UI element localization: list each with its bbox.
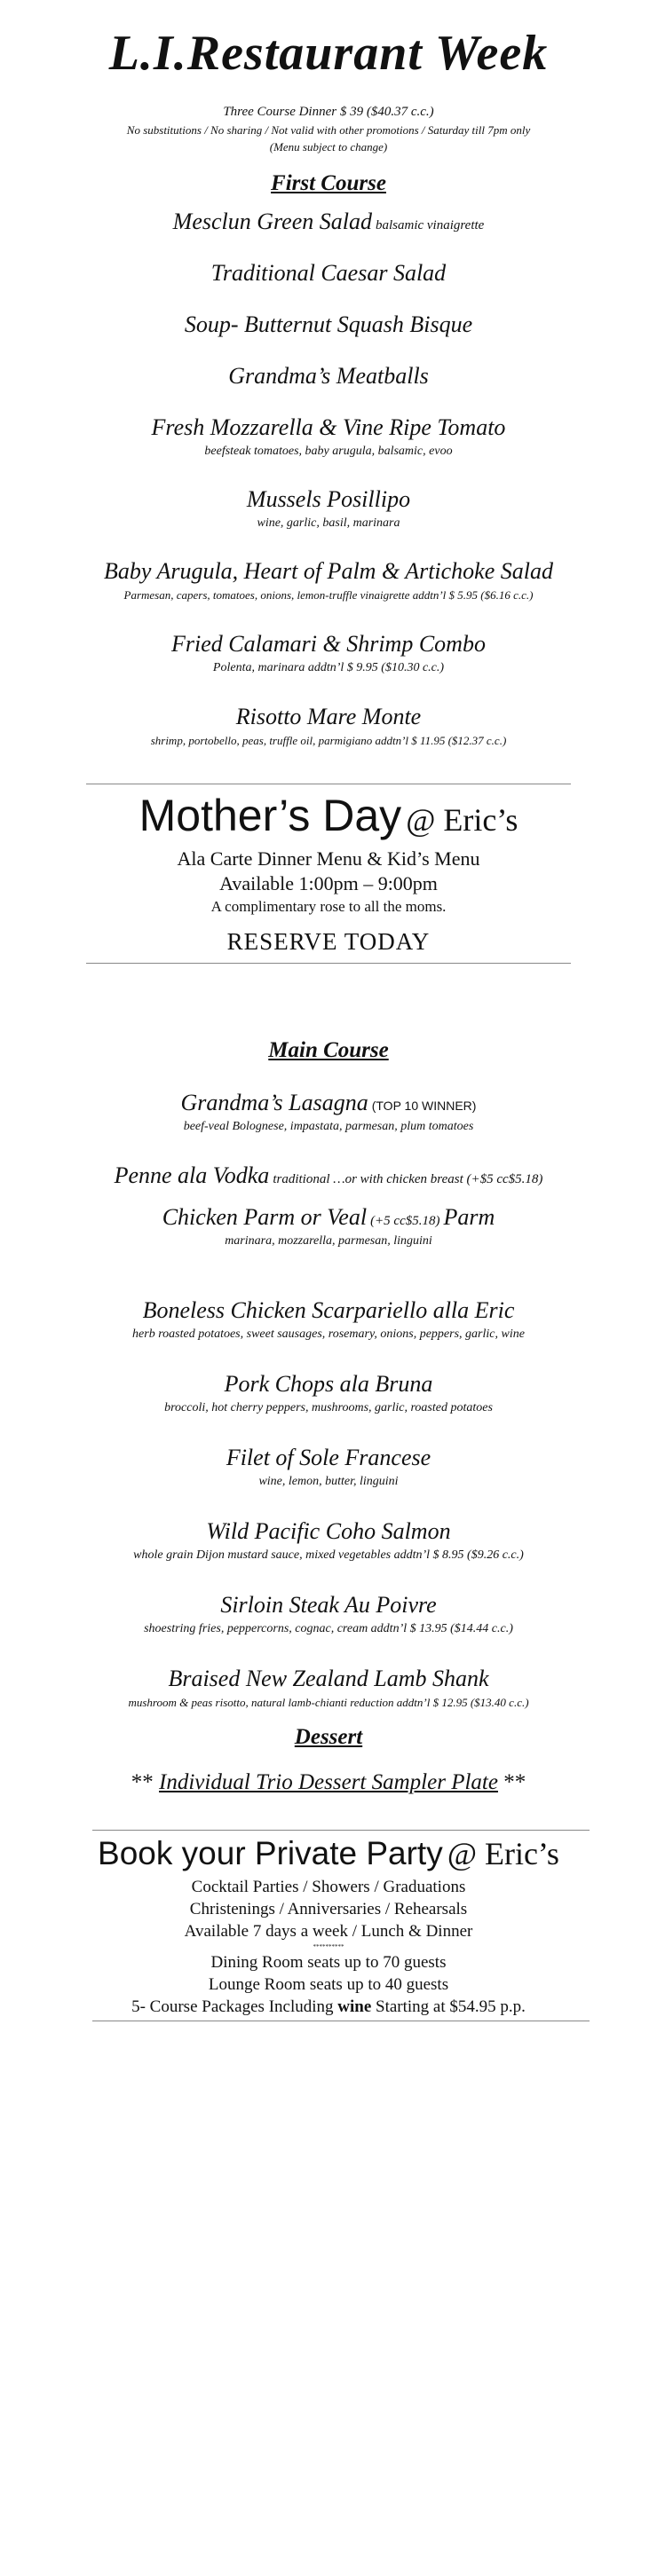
item-name: Mesclun Green Salad [172,209,372,234]
main-course-item [0,1090,657,1134]
item-inline-note: (+5 cc$5.18) [370,1214,440,1228]
main-course-item [0,1371,657,1415]
item-description: marinara, mozzarella, parmesan, linguini [225,1234,432,1248]
first-course-item [0,363,657,390]
dessert-item-name: Individual Trio Dessert Sampler Plate [159,1770,498,1794]
first-course-item [0,486,657,531]
first-course-item [0,631,657,675]
item-description: beef-veal Bolognese, impastata, parmesan, plum tomatoes [183,1120,474,1133]
item-name: Penne ala Vodka [114,1162,270,1188]
winner-badge: (TOP 10 WINNER) [371,1099,477,1113]
reserve-today-text: RESERVE TODAY [226,928,431,955]
first-course-item [0,558,657,603]
party-events-line: Cocktail Parties / Showers / Graduations [191,1878,466,1896]
mothers-day-hours: Available 1:00pm – 9:00pm [219,872,438,894]
main-course-item [0,1592,657,1636]
item-name: Fried Calamari & Shrimp Combo [171,631,486,657]
main-course-item [0,1445,657,1489]
party-packages-line [0,1997,657,2017]
item-description: broccoli, hot cherry peppers, mushrooms, garlic, roasted potatoes [164,1401,493,1414]
subject-line: (Menu subject to change) [269,140,388,154]
party-top-divider [92,1830,590,1831]
item-name: Mussels Posillipo [246,486,411,512]
first-course-item [0,704,657,748]
packages-text: 5- Course Packages Including [131,1997,334,2016]
mothers-day-title-main: Mother’s Day [139,791,402,840]
main-course-item [0,1518,657,1563]
item-description: wine, garlic, basil, marinara [257,516,400,530]
main-course-heading: Main Course [268,1038,389,1062]
item-name: Pork Chops ala Bruna [224,1371,433,1397]
lounge-room-capacity: Lounge Room seats up to 40 guests [208,1975,449,1994]
private-party-title [0,1835,657,1872]
first-course-item [0,260,657,287]
item-description: whole grain Dijon mustard sauce, mixed vegetables addtn’l $ 8.95 ($9.26 c.c.) [133,1548,524,1562]
item-description: Polenta, marinara addtn’l $ 9.95 ($10.30 c.c.) [212,661,445,674]
item-description: herb roasted potatoes, sweet sausages, rosemary, onions, peppers, garlic, wine [132,1327,525,1341]
item-name: Boneless Chicken Scarpariello alla Eric [142,1297,515,1323]
mothers-day-title-at: @ Eric’s [406,802,518,838]
item-name: Traditional Caesar Salad [210,260,447,286]
main-course-item [0,1162,657,1189]
price-line: Three Course Dinner $ 39 ($40.37 c.c.) [223,105,434,119]
item-name: Chicken Parm or Veal [162,1204,368,1230]
item-name: Grandma’s Meatballs [228,363,429,389]
item-name: Fresh Mozzarella & Vine Ripe Tomato [151,414,506,440]
dessert-item [0,1770,657,1795]
private-party-title-at: @ Eric’s [447,1836,559,1871]
rules-line: No substitutions / No sharing / Not valid with other promotions / Saturday till 7pm only [126,123,531,137]
packages-wine: wine [337,1997,372,2016]
first-course-item [0,209,657,235]
item-name: Wild Pacific Coho Salmon [206,1518,451,1544]
item-description: wine, lemon, butter, linguini [258,1475,399,1488]
main-course-item [0,1204,657,1249]
item-description: Parmesan, capers, tomatoes, onions, lemon-truffle vinaigrette addtn’l $ 5.95 ($6.16 c.c.) [123,588,534,602]
item-description: shoestring fries, peppercorns, cognac, cream addtn’l $ 13.95 ($14.44 c.c.) [144,1622,513,1635]
item-name: Filet of Sole Francese [226,1445,431,1470]
item-name: Braised New Zealand Lamb Shank [168,1666,489,1691]
main-course-item [0,1666,657,1710]
dining-room-capacity: Dining Room seats up to 70 guests [210,1953,447,1972]
item-description: mushroom & peas risotto, natural lamb-chianti reduction addtn’l $ 12.95 ($13.40 c.c.) [128,1696,529,1709]
party-events-line: Christenings / Anniversaries / Rehearsals [189,1900,468,1918]
packages-price: Starting at $54.95 p.p. [376,1997,526,2016]
item-inline-note: balsamic vinaigrette [375,218,485,232]
mothers-day-title [0,790,657,841]
first-course-heading: First Course [271,171,386,195]
promo-bottom-divider [86,963,571,964]
main-course-item [0,1297,657,1342]
mothers-day-line: A complimentary rose to all the moms. [210,898,447,915]
party-divider-stars: ********** [313,1943,344,1950]
item-description: beefsteak tomatoes, baby arugula, balsamic, evoo [204,445,453,458]
page-title: L.I.Restaurant Week [108,26,549,81]
party-availability-line: Available 7 days a week / Lunch & Dinner [184,1922,473,1941]
first-course-item [0,311,657,338]
item-name: Baby Arugula, Heart of Palm & Artichoke Salad [104,558,553,584]
item-name: Soup- Butternut Squash Bisque [184,311,473,337]
mothers-day-line: Ala Carte Dinner Menu & Kid’s Menu [177,847,480,870]
item-name: Risotto Mare Monte [235,704,422,729]
first-course-item [0,414,657,459]
private-party-title-main: Book your Private Party [98,1835,443,1871]
dessert-stars-left: ** [131,1770,154,1794]
item-inline-note: traditional …or with chicken breast (+$5 cc$5.18) [273,1172,543,1186]
dessert-heading: Dessert [294,1725,363,1749]
item-name: Sirloin Steak Au Poivre [220,1592,437,1618]
item-description: shrimp, portobello, peas, truffle oil, parmigiano addtn’l $ 11.95 ($12.37 c.c.) [150,734,507,747]
dessert-stars-right: ** [503,1770,526,1794]
item-name: Parm [443,1204,495,1230]
item-name: Grandma’s Lasagna [180,1090,368,1115]
